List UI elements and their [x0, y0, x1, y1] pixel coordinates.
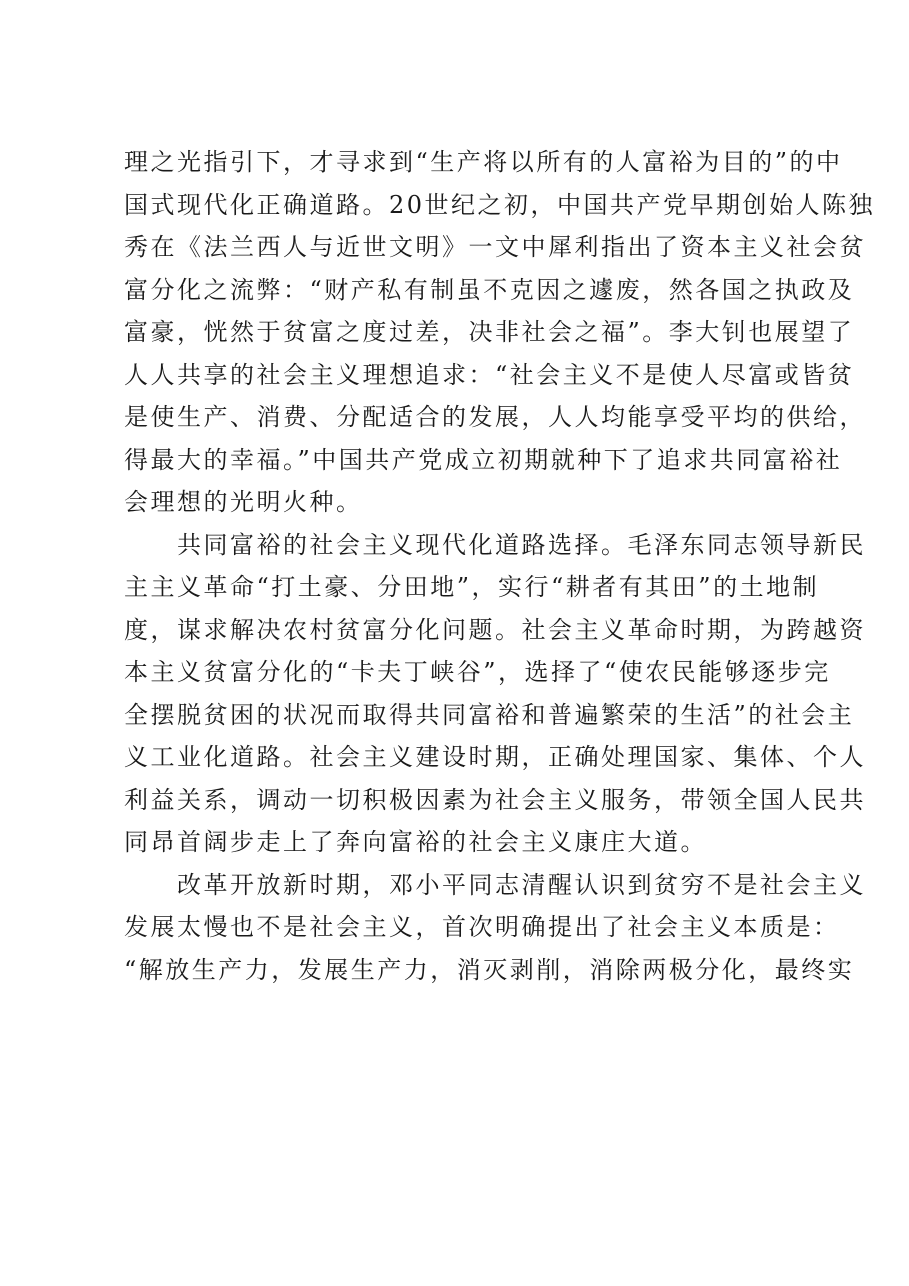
text-line: 利益关系，调动一切积极因素为社会主义服务，带领全国人民共 — [124, 785, 866, 814]
text-line: 富分化之流弊：“财产私有制虽不克因之遽废，然各国之执政及 — [124, 275, 855, 304]
text-line: 得最大的幸福。”中国共产党成立初期就种下了追求共同富裕社 — [124, 445, 843, 474]
text-line: 国式现代化正确道路。20世纪之初，中国共产党早期创始人陈独 — [124, 190, 876, 219]
text-line: 理之光指引下，才寻求到“生产将以所有的人富裕为目的”的中 — [124, 148, 843, 176]
text-line: 主主义革命“打土豪、分田地”，实行“耕者有其田”的土地制 — [124, 573, 820, 601]
text-line: “解放生产力，发展生产力，消灭剥削，消除两极分化，最终实 — [124, 955, 855, 984]
text-line: 同昂首阔步走上了奔向富裕的社会主义康庄大道。 — [124, 828, 707, 856]
text-line: 秀在《法兰西人与近世文明》一文中犀利指出了资本主义社会贫 — [124, 233, 866, 261]
text-line: 义工业化道路。社会主义建设时期，正确处理国家、集体、个人 — [124, 743, 866, 771]
text-line: 度，谋求解决农村贫富分化问题。社会主义革命时期，为跨越资 — [124, 615, 866, 644]
paragraph-start-line: 改革开放新时期，邓小平同志清醒认识到贫穷不是社会主义 — [124, 870, 866, 899]
text-line: 是使生产、消费、分配适合的发展，人人均能享受平均的供给， — [124, 403, 866, 431]
text-line: 人人共享的社会主义理想追求：“社会主义不是使人尽富或皆贫 — [124, 360, 855, 389]
text-line: 富豪，恍然于贫富之度过差，决非社会之福”。李大钊也展望了 — [124, 318, 855, 346]
paragraph-start-line: 共同富裕的社会主义现代化道路选择。毛泽东同志领导新民 — [124, 530, 866, 559]
body-text — [124, 141, 876, 991]
text-line: 会理想的光明火种。 — [124, 488, 363, 516]
text-line: 本主义贫富分化的“卡夫丁峡谷”，选择了“使农民能够逐步完 — [124, 658, 831, 686]
text-line: 发展太慢也不是社会主义，首次明确提出了社会主义本质是： — [124, 913, 840, 941]
text-line: 全摆脱贫困的状况而取得共同富裕和普遍繁荣的生活”的社会主 — [124, 700, 855, 729]
